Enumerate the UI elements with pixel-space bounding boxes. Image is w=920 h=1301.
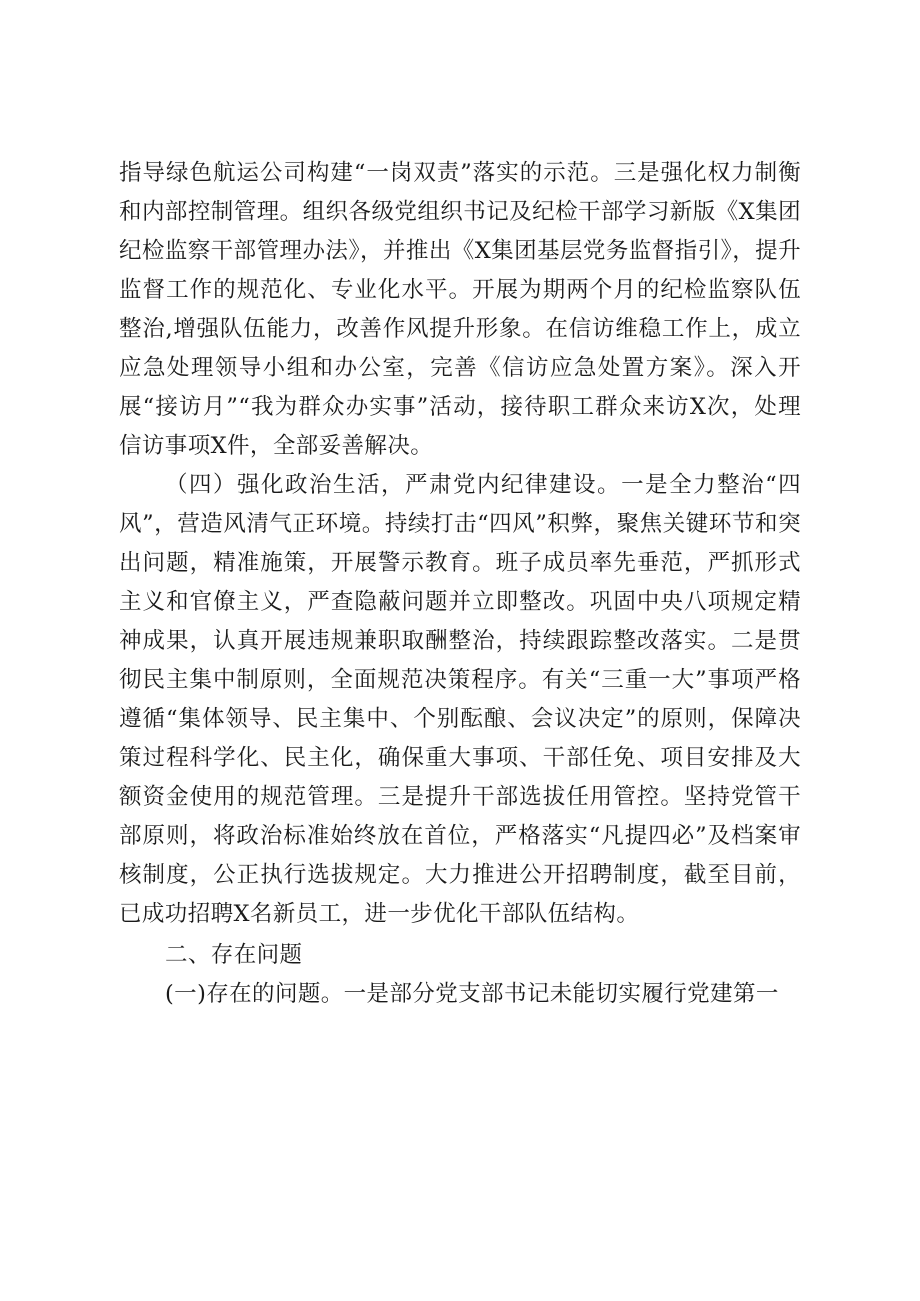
section-heading: 二、存在问题 — [165, 942, 303, 968]
paragraph-section-four: （四）强化政治生活，严肃党内纪律建设。一是全力整治“四风”，营造风清气正环境。持续打击“四风”积弊，聚焦关键环节和突出问题，精准施策，开展警示教育。班子成员率先垂范，严抓形式主义和官僚主义，严查隐蔽问题并立即整改。巩固中央八项规定精神成果，认真开展违规兼职取酬整治，持续跟踪整改落实。二是贯彻民主集中制原则，全面规范决策程序。有关“三重一大”事项严格遵循“集体领导、民主集中、个别酝酿、会议决定”的原则，保障决策过程科学化、民主化，确保重大事项、干部任免、项目安排及大额资金使用的规范管理。三是提升干部选拔任用管控。坚持党管干部原则，将政治标准始终放在首位，严格落实“凡提四必”及档案审核制度，公正执行选拔规定。大力推进公开招聘制度，截至目前，已成功招聘X名新员工，进一步优化干部队伍结构。 — [119, 472, 801, 927]
paragraph-continuation: 指导绿色航运公司构建“一岗双责”落实的示范。三是强化权力制衡和内部控制管理。组织各级党组织书记及纪检干部学习新版《X集团纪检监察干部管理办法》，并推出《X集团基层党务监督指引》，提升监督工作的规范化、专业化水平。开展为期两个月的纪检监察队伍整治,增强队伍能力，改善作风提升形象。在信访维稳工作上，成立应急处理领导小组和办公室，完善《信访应急处置方案》。深入开展“接访月”“我为群众办实事”活动，接待职工群众来访X次，处理信访事项X件，全部妥善解决。 — [119, 160, 801, 459]
paragraph-issues: (一)存在的问题。一是部分党支部书记未能切实履行党建第一 — [165, 981, 779, 1007]
document-body — [119, 154, 801, 1014]
